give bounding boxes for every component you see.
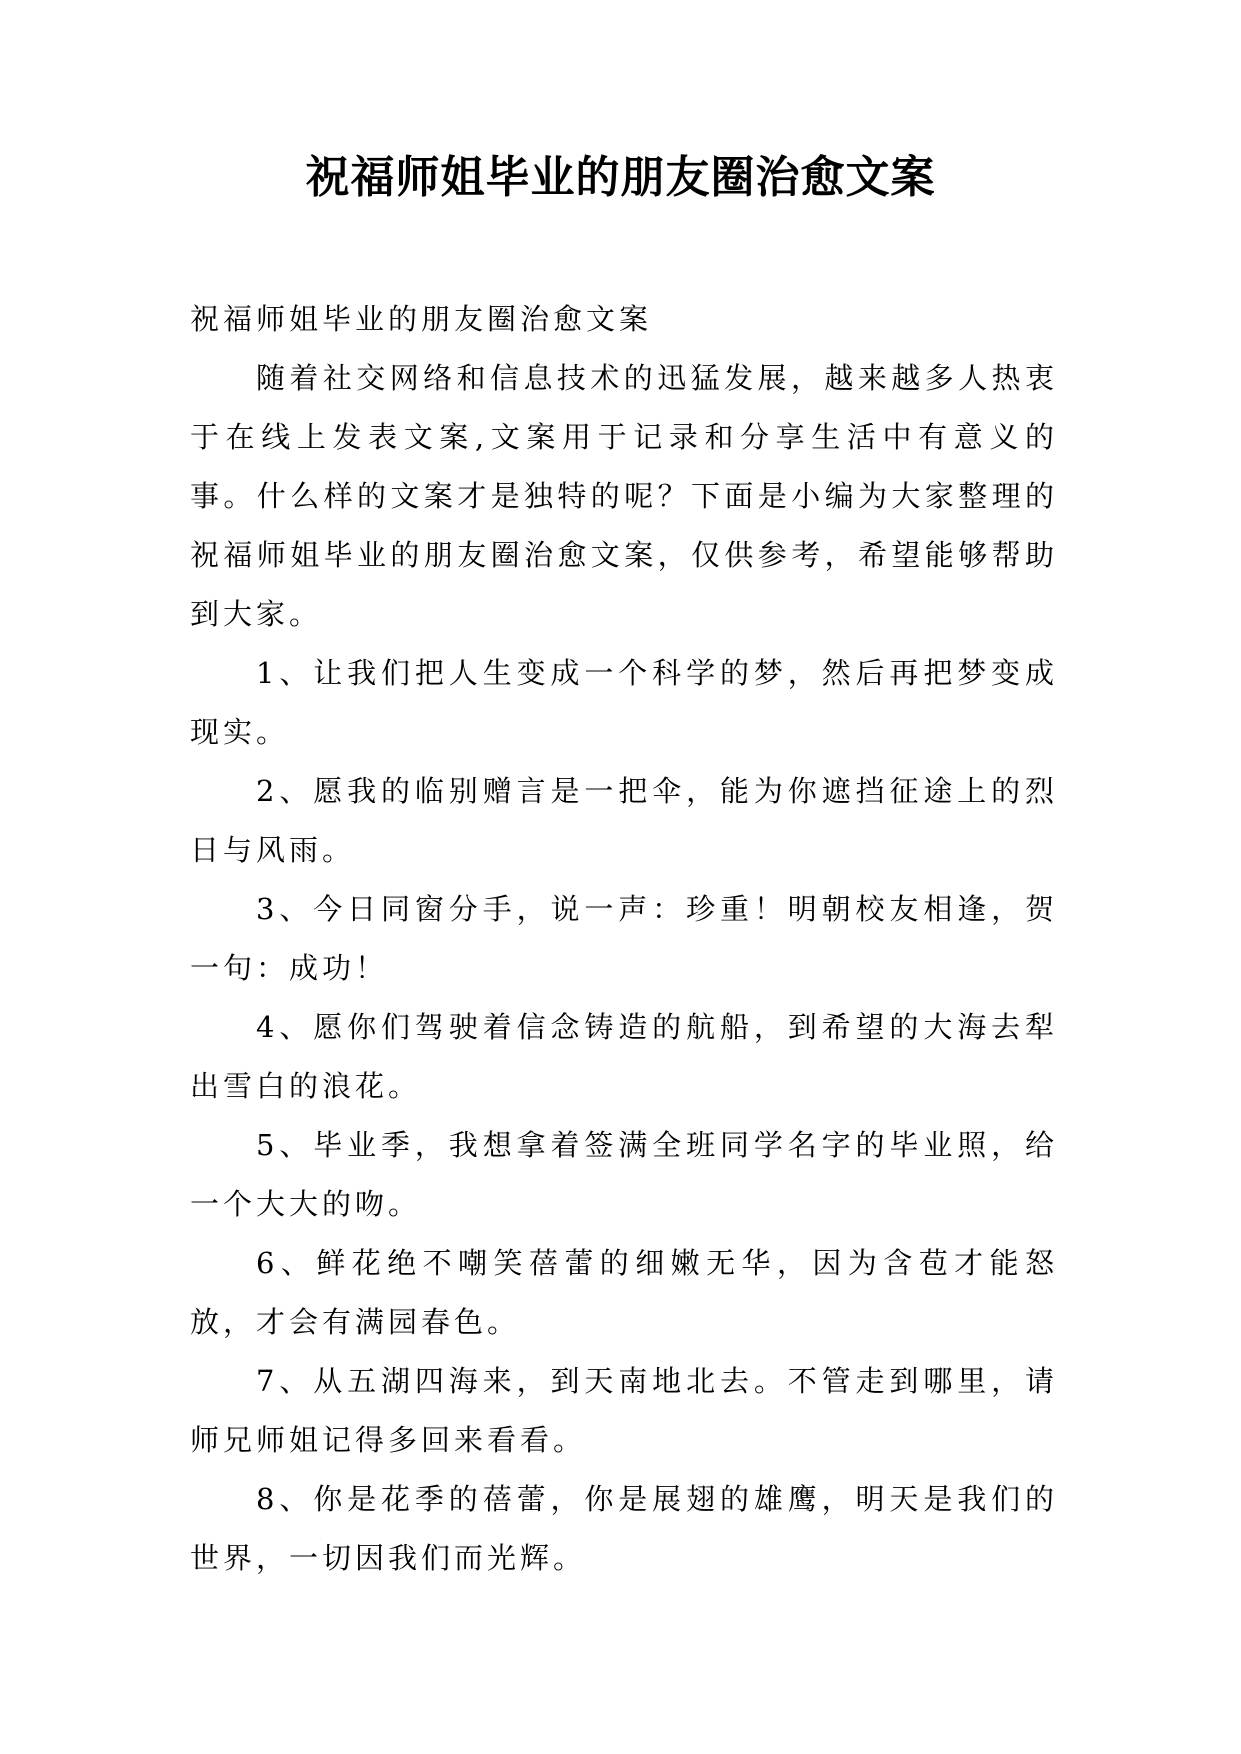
- document-title: 祝福师姐毕业的朋友圈治愈文案: [305, 152, 936, 203]
- list-item: 7、从五湖四海来，到天南地北去。不管走到哪里，请师兄师姐记得多回来看看。: [190, 1364, 1058, 1457]
- list-item: 2、愿我的临别赠言是一把伞，能为你遮挡征途上的烈日与风雨。: [190, 774, 1058, 867]
- list-item: 3、今日同窗分手，说一声：珍重！明朝校友相逢，贺一句：成功！: [190, 892, 1058, 985]
- list-item: 5、毕业季，我想拿着签满全班同学名字的毕业照，给一个大大的吻。: [190, 1128, 1058, 1221]
- intro-paragraph: 随着社交网络和信息技术的迅猛发展，越来越多人热衷于在线上发表文案,文案用于记录和分享生活中有意义的事。什么样的文案才是独特的呢？下面是小编为大家整理的祝福师姐毕业的朋友圈治愈文案，仅供参考，希望能够帮助到大家。: [190, 361, 1058, 631]
- list-item: 4、愿你们驾驶着信念铸造的航船，到希望的大海去犁出雪白的浪花。: [190, 1010, 1058, 1103]
- list-item: 6、鲜花绝不嘲笑蓓蕾的细嫩无华，因为含苞才能怒放，才会有满园春色。: [190, 1246, 1058, 1339]
- document-subtitle: 祝福师姐毕业的朋友圈治愈文案: [190, 302, 653, 336]
- list-item: 1、让我们把人生变成一个科学的梦，然后再把梦变成现实。: [190, 656, 1058, 749]
- document-body: [190, 290, 1058, 1588]
- list-item: 8、你是花季的蓓蕾，你是展翅的雄鹰，明天是我们的世界，一切因我们而光辉。: [190, 1482, 1058, 1575]
